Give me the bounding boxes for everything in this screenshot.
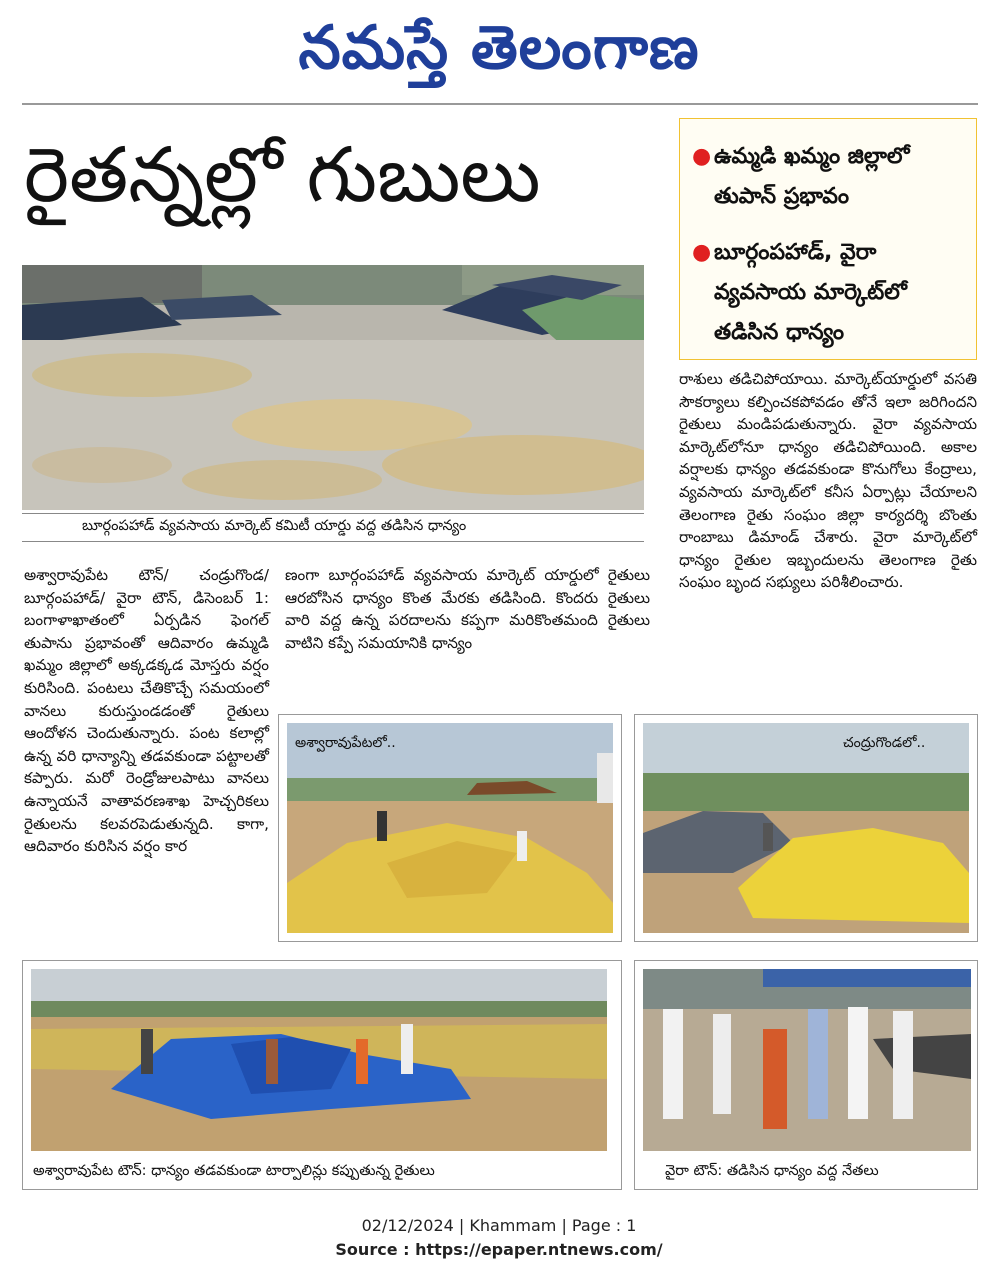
highlights-box: [679, 118, 977, 360]
photo-label-ashwaraopet: అశ్వారావుపేటలో..: [295, 735, 396, 751]
bullet-icon: ●: [692, 240, 712, 265]
masthead-title: నమస్తే తెలంగాణ: [298, 13, 700, 83]
photo-label-chandrugonda: చంద్రుగొండలో..: [843, 735, 926, 751]
leaders-photo-caption: వైరా టౌన్: తడిసిన ధాన్యం వద్ద నేతలు: [665, 1163, 879, 1179]
bullet-icon: ●: [692, 144, 712, 169]
highlight-text: బూర్గంపహాడ్, వైరా వ్యవసాయ మార్కెట్‌లో తడిసిన ధాన్యం: [714, 240, 907, 345]
footer-source-link[interactable]: Source : https://epaper.ntnews.com/: [335, 1240, 663, 1259]
caption-divider: [22, 541, 644, 542]
article-column-3: [679, 368, 977, 594]
highlight-text: ఉమ్మడి ఖమ్మం జిల్లాలో తుపాన్ ప్రభావం: [714, 144, 910, 209]
main-photo: [22, 265, 644, 510]
photo-tarpaulin: [31, 969, 607, 1151]
highlight-item: [692, 137, 966, 217]
masthead-divider: [22, 103, 978, 105]
photo-chandrugonda: [643, 723, 969, 933]
photo-frame-ashwaraopet: [278, 714, 622, 942]
article-text: అశ్వారావుపేట టౌన్/ చండ్రుగొండ/ బూర్గంపహాడ్/ వైరా టౌన్, డిసెంబర్ 1: బంగాళాఖాతంలో ఏర్పడిన ఫెంగల్ తుపాను ప్రభావంతో ఆదివారం ఉమ్మడి ఖమ్మం జిల్లాలో అక్కడక్కడ మోస్తరు వర్షం కురిసింది. పంటలు చేతికొచ్చే సమయంలో వానలు కురుస్తుండడంతో రైతులు ఆందోళన చెందుతున్నారు. పంట కలాల్లో ఉన్న వరి ధాన్యాన్ని తడవకుండా పట్టాలతో కప్పారు. మరో రెండ్రోజులపాటు వానలు ఉన్నాయనే వాతావరణశాఖ హెచ్చరికలు రైతులను కలవరపెడుతున్నది. కాగా, ఆదివారం కురిసిన వర్షం కార: [24, 566, 269, 856]
caption-divider: [22, 513, 644, 514]
photo-leaders: [643, 969, 971, 1151]
main-photo-caption: బూర్గంపహాడ్ వ్యవసాయ మార్కెట్ కమిటీ యార్డు వద్ద తడిసిన ధాన్యం: [82, 518, 467, 534]
article-text: ణంగా బూర్గంపహాడ్ వ్యవసాయ మార్కెట్ యార్డులో రైతులు ఆరబోసిన ధాన్యం కొంత మేరకు తడిసింది. కొందరు రైతులు వారి వద్ద ఉన్న పరదాలను కప్పగా మరికొంతమంది రైతులు వాటిని కప్పే సమయానికి ధాన్యం: [285, 566, 650, 652]
photo-frame-leaders: [634, 960, 978, 1190]
tarpaulin-photo-caption: అశ్వారావుపేట టౌన్: ధాన్యం తడవకుండా టార్పాలిన్లు కప్పుతున్న రైతులు: [33, 1163, 435, 1179]
photo-frame-tarpaulin: [22, 960, 622, 1190]
article-text: రాశులు తడిచిపోయాయి. మార్కెట్‌యార్డులో వసతి సౌకర్యాలు కల్పించకపోవడం తోనే ఇలా జరిగిందని రైతులు మండిపడుతున్నారు. వైరా వ్యవసాయ మార్కెట్‌లోనూ ధాన్యం తడిచిపోయింది. అకాల వర్షాలకు ధాన్యం తడవకుండా కొనుగోలు కేంద్రాలు, వ్యవసాయ మార్కెట్‌లో కనీస ఏర్పాట్లు చేయాలని తెలంగాణ రైతు సంఘం జిల్లా కార్యదర్శి బొంతు రాంబాబు డిమాండ్ చేశారు. వైరా మార్కెట్‌లో ధాన్యం రైతుల ఇబ్బందులను తెలంగాణ రైతు సంఘం బృంద సభ్యులు పరిశీలించారు.: [679, 370, 977, 592]
article-column-1: [24, 564, 269, 858]
photo-frame-chandrugonda: [634, 714, 978, 942]
footer-date-line: 02/12/2024 | Khammam | Page : 1: [361, 1216, 637, 1235]
highlight-item: [692, 233, 966, 353]
photo-ashwaraopet: [287, 723, 613, 933]
article-column-2: [285, 564, 650, 654]
headline: రైతన్నల్లో గుబులు: [24, 130, 541, 219]
